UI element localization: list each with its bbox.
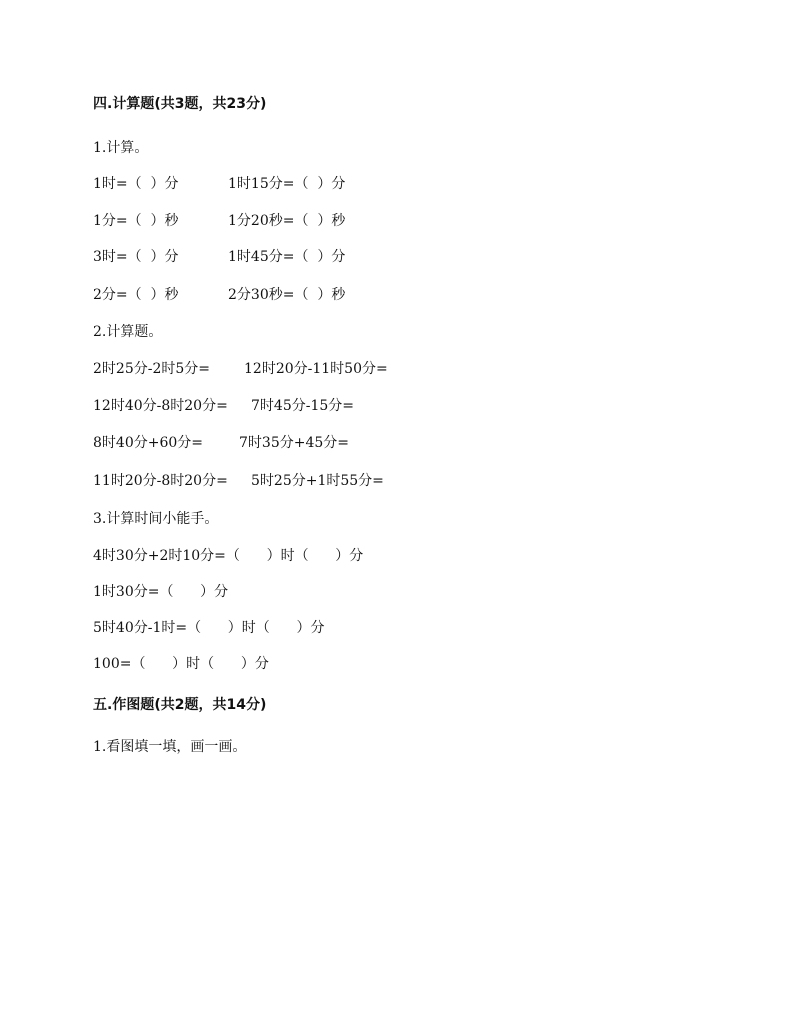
q2-title: 2.计算题。 [93, 324, 163, 340]
q2-row-2-left: 12时40分-8时20分= [93, 398, 228, 414]
q3-line-1: 4时30分+2时10分=（ ）时（ ）分 [93, 548, 364, 564]
q2-row-1-right: 12时20分-11时50分= [244, 361, 388, 377]
q1-row-4-right: 2分30秒=（ ）秒 [228, 287, 346, 303]
q2-row-3-left: 8时40分+60分= [93, 435, 203, 451]
q1-row-4-left: 2分=（ ）秒 [93, 287, 179, 303]
q2-row-2-right: 7时45分-15分= [251, 398, 354, 414]
q3-line-4: 100=（ ）时（ ）分 [93, 656, 269, 672]
q1-title: 1.计算。 [93, 140, 149, 156]
q1-row-1-left: 1时=（ ）分 [93, 176, 179, 192]
section4-title: 四.计算题(共3题，共23分) [93, 96, 267, 112]
q3-title: 3.计算时间小能手。 [93, 511, 219, 527]
q2-row-4-right: 5时25分+1时55分= [251, 473, 384, 489]
q3-line-2: 1时30分=（ ）分 [93, 584, 229, 600]
q2-row-1-left: 2时25分-2时5分= [93, 361, 210, 377]
q3-line-3: 5时40分-1时=（ ）时（ ）分 [93, 620, 325, 636]
q1-row-3-left: 3时=（ ）分 [93, 249, 179, 265]
q1-row-2-left: 1分=（ ）秒 [93, 213, 179, 229]
q1-row-1-right: 1时15分=（ ）分 [228, 176, 346, 192]
s5-q1-title: 1.看图填一填，画一画。 [93, 739, 247, 755]
q2-row-3-right: 7时35分+45分= [239, 435, 349, 451]
q1-row-2-right: 1分20秒=（ ）秒 [228, 213, 346, 229]
section5-title: 五.作图题(共2题，共14分) [93, 697, 267, 713]
q1-row-3-right: 1时45分=（ ）分 [228, 249, 346, 265]
q2-row-4-left: 11时20分-8时20分= [93, 473, 228, 489]
